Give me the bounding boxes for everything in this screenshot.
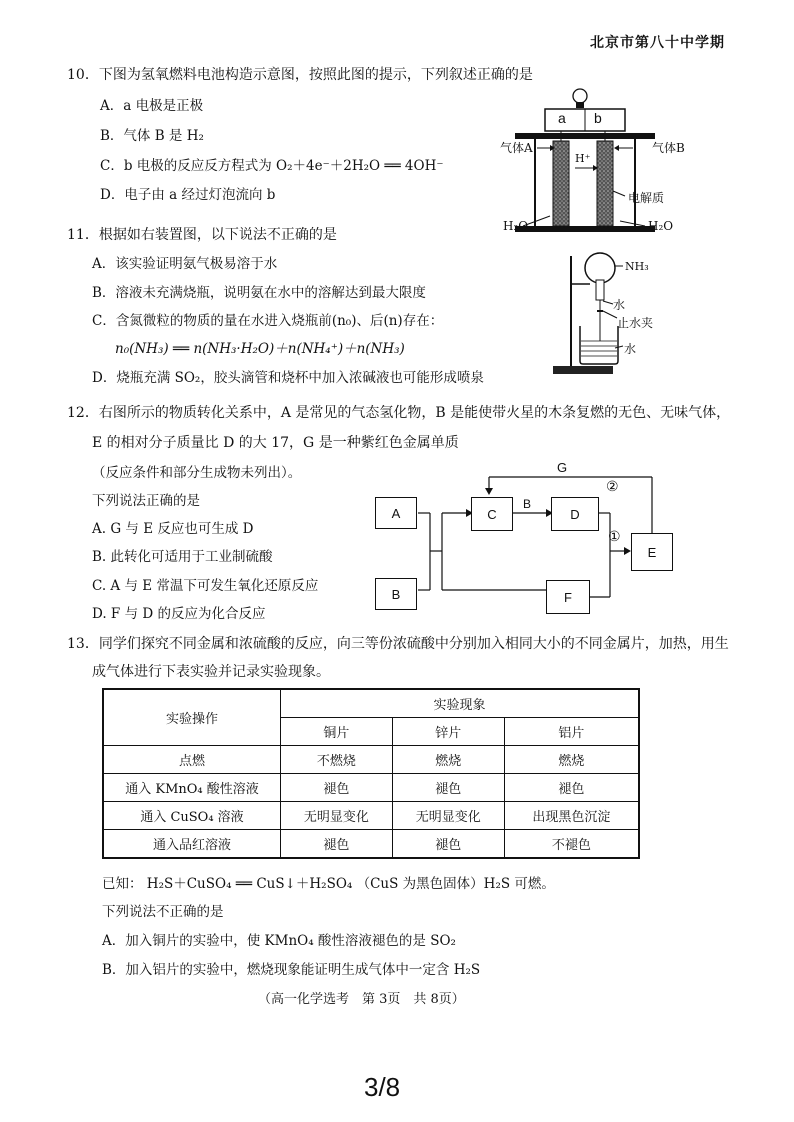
q12-ask: 下列说法正确的是: [92, 493, 200, 509]
table-cell: 无明显变化: [281, 802, 393, 830]
q10-option-d: D．电子由 a 经过灯泡流向 b: [100, 187, 276, 203]
row-op: 通入 CuSO₄ 溶液: [103, 802, 281, 830]
q11-option-b: B．溶液未充满烧瓶，说明氨在水中的溶解达到最大限度: [92, 285, 426, 301]
table-cell: 褪色: [392, 774, 504, 802]
table-cell: 无明显变化: [392, 802, 504, 830]
q10-option-a: A．a 电极是正极: [100, 98, 204, 114]
table-cell: 燃烧: [392, 746, 504, 774]
q12-option-a: A. G 与 E 反应也可生成 D: [92, 521, 254, 537]
q12-option-d: D. F 与 D 的反应为化合反应: [92, 606, 266, 622]
water-right-label: H₂O: [648, 219, 674, 233]
q11-option-c: C．含氮微粒的物质的量在水进入烧瓶前(n₀)、后(n)存在：: [92, 313, 444, 329]
node-c: C: [471, 497, 513, 531]
page-indicator: 3/8: [364, 1072, 401, 1102]
phenomenon-header: 实验现象: [281, 689, 640, 718]
node-a: A: [375, 497, 417, 529]
q11-equation: n₀(NH₃) ══ n(NH₃·H₂O)＋n(NH₄⁺)＋n(NH₃): [115, 341, 405, 357]
metal-copper: 铜片: [281, 718, 393, 746]
page-footer: （高一化学选考 第 3页 共 8页）: [258, 992, 465, 1007]
table-cell: 褪色: [392, 830, 504, 859]
table-cell: 褪色: [504, 774, 639, 802]
q12-option-b: B. 此转化可适用于工业制硫酸: [92, 549, 273, 565]
q13-stem-line2: 成气体进行下表实验并记录实验现象。: [92, 664, 330, 680]
table-row: [103, 774, 639, 802]
metal-zinc: 锌片: [392, 718, 504, 746]
water2-label: 水: [624, 342, 637, 356]
q12-stem-line1: 12．右图所示的物质转化关系中，A 是常见的气态氢化物，B 是能使带火星的木条复燃的无色、无味气体，: [67, 405, 731, 421]
q13-option-b: B．加入铝片的实验中，燃烧现象能证明生成气体中一定含 H₂S: [102, 962, 481, 978]
clamp-label: 止水夹: [617, 316, 654, 330]
q12-stem-line3: （反应条件和部分生成物未列出）。: [92, 465, 302, 481]
electrode-b-label: b: [594, 110, 602, 126]
q13-known: 已知： H₂S＋CuSO₄ ══ CuS↓＋H₂SO₄ （CuS 为黑色固体）H₂S 可燃。: [102, 876, 555, 892]
nh3-label: NH₃: [625, 260, 649, 273]
table-header-row: [103, 689, 639, 718]
q10-option-b: B．气体 B 是 H₂: [100, 128, 204, 144]
water1-label: 水: [613, 298, 626, 312]
table-cell: 不褪色: [504, 830, 639, 859]
label-g: G: [557, 460, 568, 475]
water-left-label: H₂O: [503, 219, 529, 233]
gas-a-label: 气体A: [500, 141, 533, 155]
table-cell: 褪色: [281, 830, 393, 859]
node-b: B: [375, 578, 417, 610]
q11-option-d: D．烧瓶充满 SO₂，胶头滴管和烧杯中加入浓碱液也可能形成喷泉: [92, 370, 484, 386]
table-cell: 燃烧: [504, 746, 639, 774]
row-op: 通入品红溶液: [103, 830, 281, 859]
q12-stem-line2: E 的相对分子质量比 D 的大 17，G 是一种紫红色金属单质: [92, 435, 459, 451]
row-op: 点燃: [103, 746, 281, 774]
table-cell: 褪色: [281, 774, 393, 802]
q13-ask: 下列说法不正确的是: [102, 904, 224, 920]
h-plus-label: H⁺: [575, 152, 591, 165]
school-header: 北京市第八十中学期: [590, 35, 725, 51]
metal-aluminum: 铝片: [504, 718, 639, 746]
q12-option-c: C. A 与 E 常温下可发生氧化还原反应: [92, 578, 319, 594]
table-cell: 不燃烧: [281, 746, 393, 774]
table-row: [103, 802, 639, 830]
bulb-icon: [573, 89, 587, 108]
label-step1: ①: [608, 529, 621, 545]
q11-option-a: A．该实验证明氨气极易溶于水: [92, 256, 278, 272]
q13-option-a: A．加入铜片的实验中，使 KMnO₄ 酸性溶液褪色的是 SO₂: [102, 933, 456, 949]
table-row: [103, 746, 639, 774]
electrolyte-label: 电解质: [628, 191, 665, 205]
table-row: [103, 830, 639, 859]
row-op: 通入 KMnO₄ 酸性溶液: [103, 774, 281, 802]
electrode-a-label: a: [558, 110, 566, 126]
label-step2: ②: [606, 479, 619, 495]
experiment-table: [102, 688, 640, 859]
q11-stem: 11．根据如右装置图，以下说法不正确的是: [67, 227, 337, 243]
q10-stem: 10．下图为氢氧燃料电池构造示意图，按照此图的提示，下列叙述正确的是: [67, 67, 533, 83]
q13-stem-line1: 13．同学们探究不同金属和浓硫酸的反应，向三等份浓硫酸中分别加入相同大小的不同金属片，加热，用生: [67, 636, 729, 652]
node-f: F: [546, 580, 590, 614]
node-e: E: [631, 533, 673, 571]
gas-b-label: 气体B: [652, 141, 685, 155]
table-cell: 出现黑色沉淀: [504, 802, 639, 830]
op-header: 实验操作: [103, 689, 281, 746]
q10-option-c: C．b 电极的反应反方程式为 O₂＋4e⁻＋2H₂O ══ 4OH⁻: [100, 158, 444, 174]
label-arrow-b: B: [523, 497, 532, 511]
node-d: D: [551, 497, 599, 531]
